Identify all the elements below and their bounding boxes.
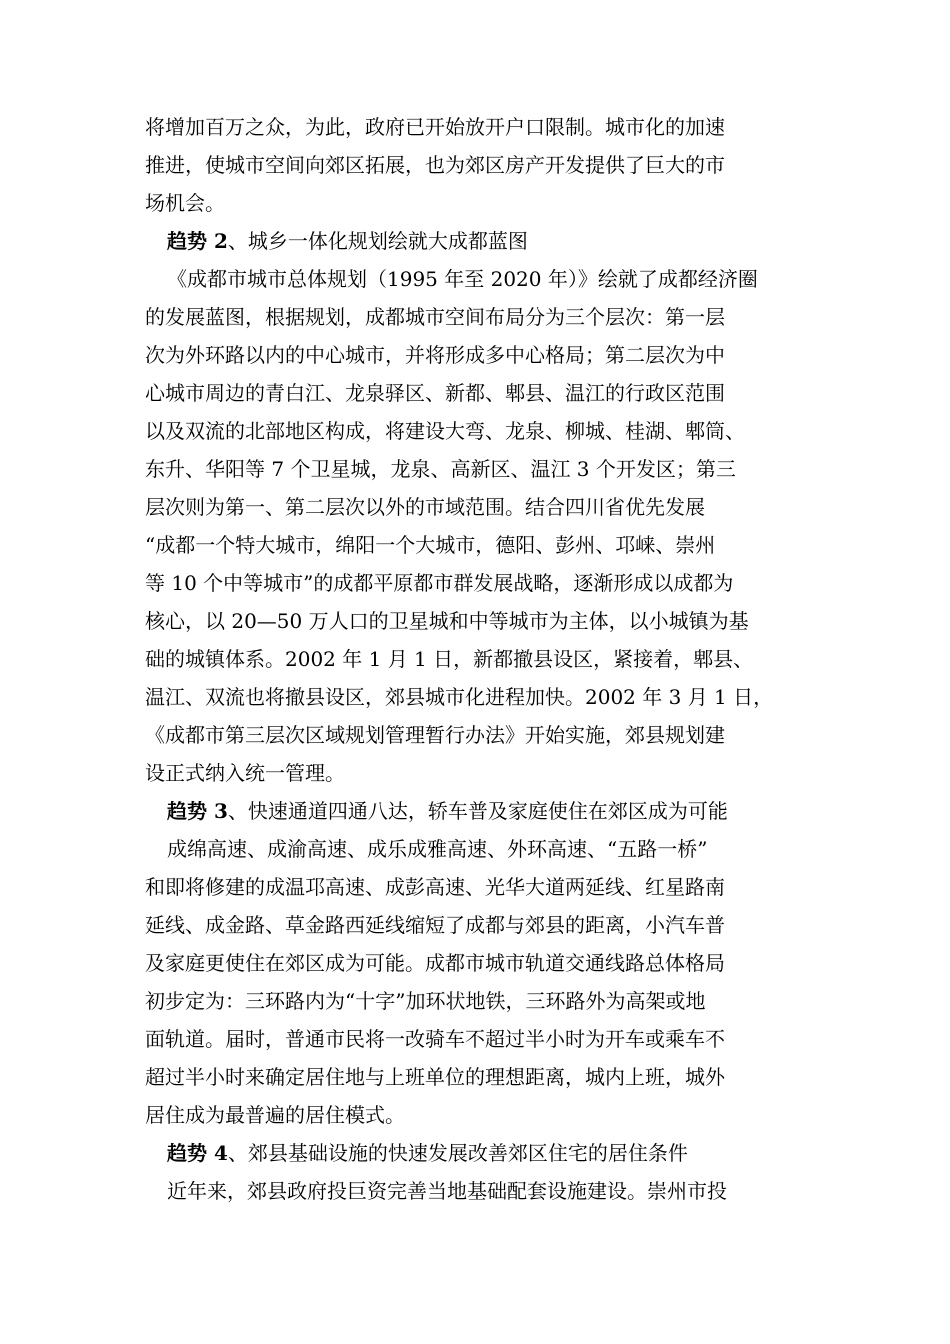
paragraph-line: 《成都市城市总体规划（1995 年至 2020 年）》绘就了成都经济圈 — [167, 267, 758, 291]
paragraph-line: 等 10 个中等城市”的成都平原都市群发展战略，逐渐形成以成都为 — [145, 571, 734, 595]
trend4-label: 趋势 4 — [167, 1141, 228, 1165]
paragraph-line: 延线、成金路、草金路西延线缩短了成都与郊县的距离，小汽车普 — [145, 913, 725, 937]
paragraph-line: 将增加百万之众，为此，政府已开始放开户口限制。城市化的加速 — [145, 115, 725, 139]
paragraph-line: 温江、双流也将撤县设区，郊县城市化进程加快。2002 年 3 月 1 日， — [145, 685, 774, 709]
paragraph-line: 初步定为：三环路内为“十字”加环状地铁，三环路外为高架或地 — [145, 989, 706, 1013]
paragraph-line: 场机会。 — [145, 191, 225, 215]
paragraph-line: 及家庭更使住在郊区成为可能。成都市城市轨道交通线路总体格局 — [145, 951, 725, 975]
document-body — [145, 108, 825, 1210]
paragraph-line: 心城市周边的青白江、龙泉驿区、新都、郫县、温江的行政区范围 — [145, 381, 725, 405]
trend4-paragraph — [145, 1172, 825, 1210]
intro-paragraph — [145, 108, 825, 222]
paragraph-line: 层次则为第一、第二层次以外的市域范围。结合四川省优先发展 — [145, 495, 705, 519]
trend2-paragraph — [145, 260, 825, 792]
trend4-heading — [145, 1134, 825, 1172]
paragraph-line: 居住成为最普遍的居住模式。 — [145, 1103, 405, 1127]
paragraph-line: 次为外环路以内的中心城市，并将形成多中心格局；第二层次为中 — [145, 343, 725, 367]
trend3-paragraph — [145, 830, 825, 1134]
paragraph-line: 核心，以 20—50 万人口的卫星城和中等城市为主体，以小城镇为基 — [145, 609, 749, 633]
paragraph-line: 近年来，郊县政府投巨资完善当地基础配套设施建设。崇州市投 — [167, 1179, 727, 1203]
trend2-heading — [145, 222, 825, 260]
paragraph-line: 的发展蓝图，根据规划，成都城市空间布局分为三个层次：第一层 — [145, 305, 725, 329]
trend3-label: 趋势 3 — [167, 799, 228, 823]
paragraph-line: 东升、华阳等 7 个卫星城，龙泉、高新区、温江 3 个开发区；第三 — [145, 457, 736, 481]
paragraph-line: 成绵高速、成渝高速、成乐成雅高速、外环高速、“五路一桥” — [167, 837, 708, 861]
paragraph-line: 设正式纳入统一管理。 — [145, 761, 345, 785]
paragraph-line: 推进，使城市空间向郊区拓展，也为郊区房产开发提供了巨大的市 — [145, 153, 725, 177]
trend4-title: 、郊县基础设施的快速发展改善郊区住宅的居住条件 — [227, 1141, 688, 1165]
paragraph-line: 以及双流的北部地区构成，将建设大弯、龙泉、柳城、桂湖、郫筒、 — [145, 419, 745, 443]
trend2-title: 、城乡一体化规划绘就大成都蓝图 — [227, 229, 528, 253]
trend2-label: 趋势 2 — [167, 229, 228, 253]
paragraph-line: 超过半小时来确定居住地与上班单位的理想距离，城内上班，城外 — [145, 1065, 725, 1089]
paragraph-line: 《成都市第三层次区域规划管理暂行办法》开始实施，郊县规划建 — [145, 723, 725, 747]
trend3-title: 、快速通道四通八达，轿车普及家庭使住在郊区成为可能 — [227, 799, 728, 823]
paragraph-line: “成都一个特大城市，绵阳一个大城市，德阳、彭州、邛崃、崇州 — [145, 533, 716, 557]
trend3-heading — [145, 792, 825, 830]
paragraph-line: 面轨道。届时，普通市民将一改骑车不超过半小时为开车或乘车不 — [145, 1027, 725, 1051]
paragraph-line: 和即将修建的成温邛高速、成彭高速、光华大道两延线、红星路南 — [145, 875, 725, 899]
paragraph-line: 础的城镇体系。2002 年 1 月 1 日，新都撤县设区，紧接着，郫县、 — [145, 647, 754, 671]
